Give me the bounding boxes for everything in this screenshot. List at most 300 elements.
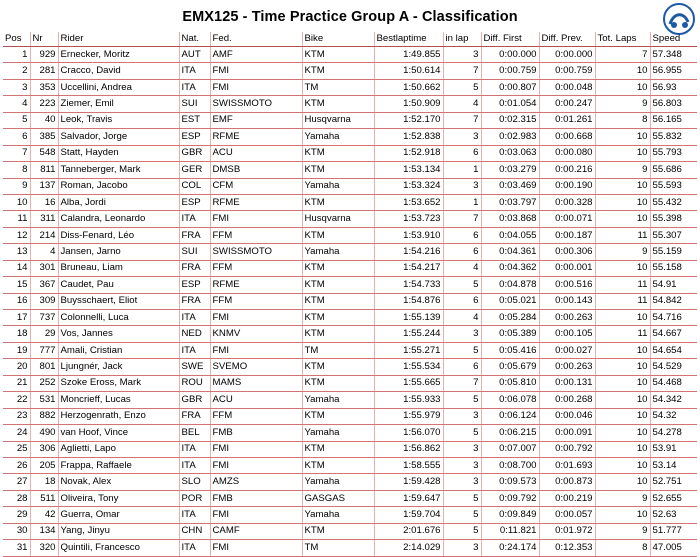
table-row [3, 293, 697, 309]
cell-diff-first: 0:09.849 [481, 507, 539, 523]
cell-diff-first: 0:08.700 [481, 457, 539, 473]
cell-fed: MAMS [210, 375, 302, 391]
cell-nat: GBR [179, 145, 210, 161]
cell-diff-prev: 0:00.873 [539, 474, 595, 490]
cell-bike: KTM [302, 227, 374, 243]
cell-in-lap: 5 [443, 523, 481, 539]
cell-nr: 367 [30, 277, 58, 293]
cell-rider: Buysschaert, Eliot [58, 293, 179, 309]
cell-bestlap: 1:54.876 [374, 293, 443, 309]
cell-tot-laps: 10 [595, 441, 650, 457]
cell-tot-laps: 9 [595, 523, 650, 539]
cell-tot-laps: 10 [595, 194, 650, 210]
page-title: EMX125 - Time Practice Group A - Classification [182, 9, 518, 25]
cell-pos: 27 [3, 474, 30, 490]
cell-in-lap: 3 [443, 129, 481, 145]
cell-fed: SWISSMOTO [210, 244, 302, 260]
mx-federation-logo-icon [662, 2, 696, 36]
cell-pos: 3 [3, 79, 30, 95]
cell-pos: 2 [3, 63, 30, 79]
cell-diff-first: 0:11.821 [481, 523, 539, 539]
table-row [3, 96, 697, 112]
cell-fed: AMF [210, 47, 302, 63]
cell-nat: FRA [179, 293, 210, 309]
cell-rider: Vos, Jannes [58, 326, 179, 342]
cell-nr: 311 [30, 211, 58, 227]
cell-speed: 55.686 [650, 162, 697, 178]
cell-bestlap: 1:53.910 [374, 227, 443, 243]
cell-bestlap: 1:52.170 [374, 112, 443, 128]
cell-diff-prev: 0:00.131 [539, 375, 595, 391]
cell-nr: 134 [30, 523, 58, 539]
cell-tot-laps: 10 [595, 178, 650, 194]
cell-diff-first: 0:06.215 [481, 425, 539, 441]
cell-rider: Colonnelli, Luca [58, 310, 179, 326]
cell-bike: Yamaha [302, 129, 374, 145]
cell-speed: 55.398 [650, 211, 697, 227]
cell-bike: Yamaha [302, 244, 374, 260]
cell-tot-laps: 9 [595, 244, 650, 260]
cell-rider: Frappa, Raffaele [58, 457, 179, 473]
cell-bike: Yamaha [302, 392, 374, 408]
cell-nat: ITA [179, 211, 210, 227]
cell-diff-prev: 0:00.247 [539, 96, 595, 112]
cell-in-lap: 3 [443, 474, 481, 490]
cell-nat: ITA [179, 457, 210, 473]
cell-nat: ITA [179, 441, 210, 457]
cell-rider: Quintili, Francesco [58, 540, 179, 556]
cell-diff-first: 0:03.063 [481, 145, 539, 161]
cell-speed: 54.32 [650, 408, 697, 424]
cell-tot-laps: 10 [595, 507, 650, 523]
cell-bike: KTM [302, 145, 374, 161]
column-header-fed: Fed. [210, 32, 302, 47]
cell-diff-first: 0:01.054 [481, 96, 539, 112]
cell-rider: Aglietti, Lapo [58, 441, 179, 457]
table-row [3, 277, 697, 293]
cell-bike: KTM [302, 375, 374, 391]
cell-rider: Jansen, Jarno [58, 244, 179, 260]
cell-nat: ITA [179, 540, 210, 556]
cell-rider: Novak, Alex [58, 474, 179, 490]
cell-nat: FRA [179, 408, 210, 424]
cell-nr: 252 [30, 375, 58, 391]
cell-bestlap: 1:53.134 [374, 162, 443, 178]
cell-in-lap: 6 [443, 244, 481, 260]
table-row [3, 359, 697, 375]
cell-rider: Diss-Fenard, Léo [58, 227, 179, 243]
cell-nat: ITA [179, 79, 210, 95]
cell-nat: GBR [179, 392, 210, 408]
cell-in-lap: 3 [443, 540, 481, 556]
cell-speed: 55.159 [650, 244, 697, 260]
cell-nr: 301 [30, 260, 58, 276]
cell-pos: 31 [3, 540, 30, 556]
table-row [3, 392, 697, 408]
table-row [3, 79, 697, 95]
cell-pos: 13 [3, 244, 30, 260]
cell-diff-first: 0:05.284 [481, 310, 539, 326]
cell-tot-laps: 10 [595, 359, 650, 375]
cell-diff-prev: 0:00.792 [539, 441, 595, 457]
cell-rider: Herzogenrath, Enzo [58, 408, 179, 424]
cell-nr: 205 [30, 457, 58, 473]
cell-diff-prev: 0:00.759 [539, 63, 595, 79]
cell-bestlap: 1:55.244 [374, 326, 443, 342]
cell-fed: RFME [210, 194, 302, 210]
cell-rider: Szoke Eross, Mark [58, 375, 179, 391]
cell-speed: 55.793 [650, 145, 697, 161]
cell-diff-prev: 0:01.693 [539, 457, 595, 473]
cell-diff-first: 0:05.810 [481, 375, 539, 391]
cell-in-lap: 3 [443, 47, 481, 63]
cell-rider: Roman, Jacobo [58, 178, 179, 194]
cell-speed: 54.842 [650, 293, 697, 309]
table-row [3, 457, 697, 473]
cell-tot-laps: 10 [595, 129, 650, 145]
cell-fed: FMI [210, 310, 302, 326]
cell-speed: 54.342 [650, 392, 697, 408]
cell-nr: 511 [30, 490, 58, 506]
cell-nr: 214 [30, 227, 58, 243]
cell-pos: 4 [3, 96, 30, 112]
cell-in-lap: 7 [443, 112, 481, 128]
cell-speed: 54.716 [650, 310, 697, 326]
cell-rider: Ljungnér, Jack [58, 359, 179, 375]
table-row [3, 425, 697, 441]
cell-nat: ESP [179, 277, 210, 293]
cell-diff-prev: 0:00.268 [539, 392, 595, 408]
cell-diff-prev: 0:00.263 [539, 359, 595, 375]
cell-bestlap: 1:53.723 [374, 211, 443, 227]
cell-in-lap: 5 [443, 79, 481, 95]
cell-diff-prev: 0:12.353 [539, 540, 595, 556]
cell-nr: 811 [30, 162, 58, 178]
cell-fed: CAMF [210, 523, 302, 539]
cell-in-lap: 1 [443, 194, 481, 210]
cell-speed: 56.803 [650, 96, 697, 112]
cell-pos: 11 [3, 211, 30, 227]
cell-diff-prev: 0:00.080 [539, 145, 595, 161]
cell-nat: SUI [179, 96, 210, 112]
cell-diff-first: 0:02.983 [481, 129, 539, 145]
cell-fed: FMI [210, 507, 302, 523]
cell-tot-laps: 10 [595, 474, 650, 490]
cell-in-lap: 5 [443, 277, 481, 293]
table-row [3, 162, 697, 178]
cell-bestlap: 1:54.217 [374, 260, 443, 276]
cell-fed: FMI [210, 211, 302, 227]
column-header-rider: Rider [58, 32, 179, 47]
cell-pos: 10 [3, 194, 30, 210]
cell-rider: Cracco, David [58, 63, 179, 79]
cell-diff-first: 0:06.078 [481, 392, 539, 408]
cell-bestlap: 1:56.862 [374, 441, 443, 457]
cell-bike: TM [302, 342, 374, 358]
cell-speed: 54.654 [650, 342, 697, 358]
cell-speed: 55.307 [650, 227, 697, 243]
cell-rider: Bruneau, Liam [58, 260, 179, 276]
cell-bike: KTM [302, 359, 374, 375]
cell-bike: KTM [302, 194, 374, 210]
cell-diff-first: 0:04.361 [481, 244, 539, 260]
table-row [3, 194, 697, 210]
cell-rider: Ziemer, Emil [58, 96, 179, 112]
cell-fed: FMI [210, 457, 302, 473]
cell-rider: Uccellini, Andrea [58, 79, 179, 95]
cell-diff-prev: 0:00.187 [539, 227, 595, 243]
cell-diff-first: 0:05.021 [481, 293, 539, 309]
cell-speed: 56.93 [650, 79, 697, 95]
cell-tot-laps: 11 [595, 277, 650, 293]
cell-rider: Yang, Jinyu [58, 523, 179, 539]
cell-speed: 55.158 [650, 260, 697, 276]
cell-diff-first: 0:09.792 [481, 490, 539, 506]
cell-fed: SWISSMOTO [210, 96, 302, 112]
cell-bestlap: 1:55.139 [374, 310, 443, 326]
cell-in-lap: 5 [443, 425, 481, 441]
column-header-in-lap: in lap [443, 32, 481, 47]
cell-tot-laps: 9 [595, 96, 650, 112]
column-header-diff-first: Diff. First [481, 32, 539, 47]
cell-pos: 5 [3, 112, 30, 128]
cell-diff-prev: 0:00.190 [539, 178, 595, 194]
cell-bike: Yamaha [302, 474, 374, 490]
cell-nr: 548 [30, 145, 58, 161]
cell-fed: FFM [210, 260, 302, 276]
column-header-diff-prev: Diff. Prev. [539, 32, 595, 47]
cell-rider: Caudet, Pau [58, 277, 179, 293]
cell-bike: KTM [302, 47, 374, 63]
cell-bestlap: 1:52.838 [374, 129, 443, 145]
cell-bike: KTM [302, 326, 374, 342]
cell-pos: 23 [3, 408, 30, 424]
cell-nat: ESP [179, 129, 210, 145]
cell-bestlap: 1:55.979 [374, 408, 443, 424]
cell-in-lap: 5 [443, 342, 481, 358]
cell-nr: 737 [30, 310, 58, 326]
column-header-speed: Speed [650, 32, 697, 47]
table-row [3, 47, 697, 63]
cell-tot-laps: 8 [595, 112, 650, 128]
cell-nat: SLO [179, 474, 210, 490]
table-row [3, 474, 697, 490]
cell-tot-laps: 10 [595, 375, 650, 391]
cell-pos: 30 [3, 523, 30, 539]
cell-diff-prev: 0:01.972 [539, 523, 595, 539]
cell-diff-prev: 0:00.668 [539, 129, 595, 145]
table-row [3, 507, 697, 523]
cell-in-lap: 3 [443, 326, 481, 342]
cell-nat: ITA [179, 507, 210, 523]
cell-diff-prev: 0:00.027 [539, 342, 595, 358]
cell-bike: KTM [302, 457, 374, 473]
table-row [3, 211, 697, 227]
cell-bestlap: 1:53.652 [374, 194, 443, 210]
cell-bike: KTM [302, 441, 374, 457]
cell-diff-first: 0:03.279 [481, 162, 539, 178]
cell-diff-first: 0:09.573 [481, 474, 539, 490]
cell-bestlap: 1:50.614 [374, 63, 443, 79]
cell-fed: FMI [210, 342, 302, 358]
cell-tot-laps: 10 [595, 63, 650, 79]
table-row [3, 244, 697, 260]
cell-nat: FRA [179, 260, 210, 276]
cell-bestlap: 1:50.909 [374, 96, 443, 112]
cell-nat: COL [179, 178, 210, 194]
cell-fed: FMB [210, 490, 302, 506]
cell-rider: Alba, Jordi [58, 194, 179, 210]
cell-tot-laps: 7 [595, 47, 650, 63]
cell-nr: 531 [30, 392, 58, 408]
cell-in-lap: 7 [443, 375, 481, 391]
cell-in-lap: 6 [443, 293, 481, 309]
cell-nr: 18 [30, 474, 58, 490]
cell-nr: 320 [30, 540, 58, 556]
table-header-row [3, 32, 697, 47]
cell-diff-prev: 0:00.046 [539, 408, 595, 424]
cell-speed: 52.751 [650, 474, 697, 490]
cell-nr: 4 [30, 244, 58, 260]
cell-fed: CFM [210, 178, 302, 194]
cell-fed: ACU [210, 392, 302, 408]
cell-rider: Calandra, Leonardo [58, 211, 179, 227]
cell-rider: van Hoof, Vince [58, 425, 179, 441]
cell-diff-prev: 0:00.071 [539, 211, 595, 227]
table-row [3, 178, 697, 194]
cell-nat: FRA [179, 227, 210, 243]
cell-tot-laps: 10 [595, 310, 650, 326]
cell-nr: 353 [30, 79, 58, 95]
cell-diff-first: 0:05.416 [481, 342, 539, 358]
cell-diff-prev: 0:00.001 [539, 260, 595, 276]
cell-bike: KTM [302, 162, 374, 178]
table-row [3, 326, 697, 342]
cell-bike: Yamaha [302, 507, 374, 523]
table-row [3, 129, 697, 145]
cell-pos: 26 [3, 457, 30, 473]
cell-bestlap: 1:53.324 [374, 178, 443, 194]
cell-bike: TM [302, 540, 374, 556]
cell-nat: CHN [179, 523, 210, 539]
cell-fed: FMI [210, 79, 302, 95]
cell-nr: 801 [30, 359, 58, 375]
cell-bike: GASGAS [302, 490, 374, 506]
column-header-nat: Nat. [179, 32, 210, 47]
cell-diff-first: 0:04.362 [481, 260, 539, 276]
cell-nr: 490 [30, 425, 58, 441]
cell-nr: 223 [30, 96, 58, 112]
cell-tot-laps: 10 [595, 408, 650, 424]
table-row [3, 227, 697, 243]
cell-bike: Husqvarna [302, 211, 374, 227]
cell-bike: KTM [302, 277, 374, 293]
cell-pos: 25 [3, 441, 30, 457]
cell-nr: 882 [30, 408, 58, 424]
cell-fed: FMB [210, 425, 302, 441]
cell-diff-prev: 0:00.216 [539, 162, 595, 178]
cell-bike: KTM [302, 63, 374, 79]
cell-nr: 777 [30, 342, 58, 358]
cell-pos: 6 [3, 129, 30, 145]
column-header-bestlap: Bestlaptime [374, 32, 443, 47]
cell-speed: 52.63 [650, 507, 697, 523]
cell-pos: 19 [3, 342, 30, 358]
cell-pos: 22 [3, 392, 30, 408]
cell-bike: Husqvarna [302, 112, 374, 128]
cell-bestlap: 1:59.647 [374, 490, 443, 506]
table-row [3, 310, 697, 326]
classification-table [3, 32, 697, 557]
cell-speed: 55.593 [650, 178, 697, 194]
cell-nat: ITA [179, 310, 210, 326]
cell-diff-first: 0:05.389 [481, 326, 539, 342]
table-row [3, 523, 697, 539]
cell-diff-prev: 0:00.048 [539, 79, 595, 95]
cell-tot-laps: 10 [595, 457, 650, 473]
cell-pos: 21 [3, 375, 30, 391]
cell-bestlap: 1:55.665 [374, 375, 443, 391]
cell-in-lap: 6 [443, 227, 481, 243]
cell-fed: ACU [210, 145, 302, 161]
cell-speed: 54.529 [650, 359, 697, 375]
cell-nr: 306 [30, 441, 58, 457]
table-row [3, 63, 697, 79]
cell-bestlap: 1:59.428 [374, 474, 443, 490]
cell-diff-prev: 0:00.091 [539, 425, 595, 441]
cell-speed: 55.832 [650, 129, 697, 145]
cell-tot-laps: 8 [595, 540, 650, 556]
cell-diff-first: 0:00.000 [481, 47, 539, 63]
cell-nat: POR [179, 490, 210, 506]
cell-nat: ESP [179, 194, 210, 210]
cell-fed: AMZS [210, 474, 302, 490]
cell-diff-prev: 0:00.219 [539, 490, 595, 506]
cell-diff-first: 0:07.007 [481, 441, 539, 457]
column-header-bike: Bike [302, 32, 374, 47]
cell-rider: Oliveira, Tony [58, 490, 179, 506]
cell-speed: 47.005 [650, 540, 697, 556]
cell-nr: 385 [30, 129, 58, 145]
cell-in-lap: 4 [443, 260, 481, 276]
cell-diff-prev: 0:00.306 [539, 244, 595, 260]
cell-speed: 54.667 [650, 326, 697, 342]
cell-bestlap: 1:54.216 [374, 244, 443, 260]
cell-in-lap: 3 [443, 441, 481, 457]
cell-fed: FFM [210, 227, 302, 243]
cell-bike: Yamaha [302, 425, 374, 441]
cell-fed: FMI [210, 441, 302, 457]
cell-bestlap: 1:55.271 [374, 342, 443, 358]
cell-tot-laps: 11 [595, 227, 650, 243]
cell-in-lap: 7 [443, 211, 481, 227]
cell-tot-laps: 11 [595, 293, 650, 309]
table-row [3, 441, 697, 457]
cell-bestlap: 1:54.733 [374, 277, 443, 293]
cell-tot-laps: 10 [595, 342, 650, 358]
cell-bestlap: 1:55.534 [374, 359, 443, 375]
cell-in-lap: 6 [443, 145, 481, 161]
cell-speed: 52.655 [650, 490, 697, 506]
cell-diff-prev: 0:00.263 [539, 310, 595, 326]
cell-diff-first: 0:04.055 [481, 227, 539, 243]
cell-nat: ROU [179, 375, 210, 391]
cell-fed: FMI [210, 63, 302, 79]
cell-pos: 16 [3, 293, 30, 309]
cell-rider: Amali, Cristian [58, 342, 179, 358]
cell-pos: 24 [3, 425, 30, 441]
cell-bestlap: 1:52.918 [374, 145, 443, 161]
